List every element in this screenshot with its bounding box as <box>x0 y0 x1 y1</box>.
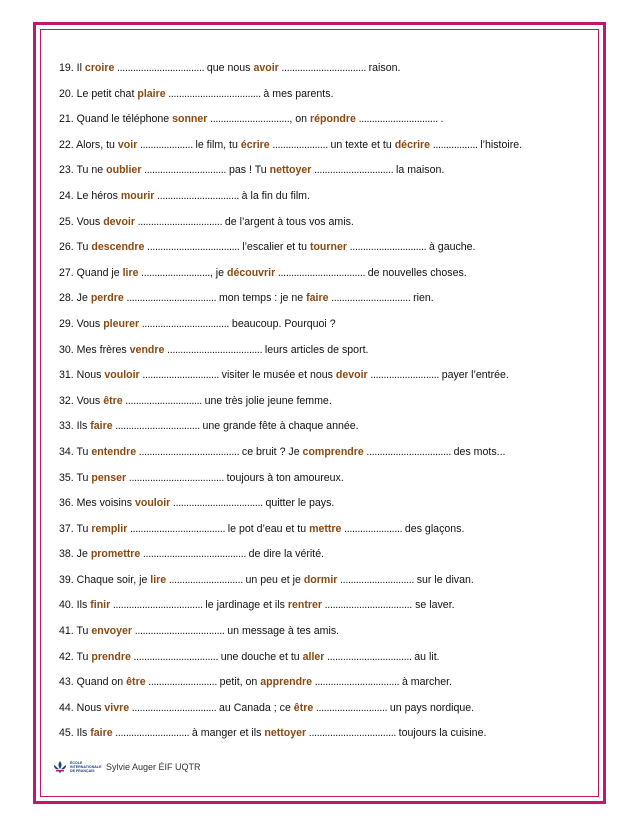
exercise-text: 42. Tu <box>59 650 92 663</box>
exercise-line <box>59 158 589 184</box>
answer-blank: ................................. <box>275 266 368 279</box>
exercise-line <box>59 568 589 594</box>
answer-blank: ............................ <box>337 573 417 586</box>
exercise-text: . se laver. <box>409 599 455 612</box>
exercise-text: une douche et tu <box>220 650 303 663</box>
exercise-line <box>59 645 589 671</box>
verb-infinitive: aller <box>302 650 325 663</box>
answer-blank: .............................. <box>207 113 290 126</box>
answer-blank: ............................. <box>122 394 205 407</box>
exercise-text: beaucoup. Pourquoi ? <box>228 317 336 330</box>
exercise-text: 19. Il <box>59 62 85 74</box>
answer-blank: .................................... <box>127 522 228 535</box>
exercise-text: 24. Le héros <box>59 189 121 202</box>
exercise-text: 41. Tu <box>59 625 92 638</box>
exercise-text: un peu et je <box>245 573 304 586</box>
exercise-text: 32. Vous <box>59 394 104 407</box>
footer <box>52 758 201 776</box>
exercise-text: 34. Tu <box>59 445 92 458</box>
exercise-line <box>59 210 589 236</box>
exercise-line <box>59 440 589 466</box>
exercise-text: payer l’entrée. <box>441 369 509 382</box>
answer-blank: ............................... <box>141 164 227 177</box>
exercise-line <box>59 338 589 364</box>
exercise-text: une grande fête à chaque année. <box>202 420 359 433</box>
verb-infinitive: lire <box>150 573 167 586</box>
exercise-text: l’histoire. <box>480 138 523 151</box>
exercise-text: 44. Nous <box>59 701 105 714</box>
exercise-text: 23. Tu ne <box>59 164 107 177</box>
verb-infinitive: découvrir <box>226 266 276 279</box>
exercise-text: rien. <box>413 292 434 305</box>
exercise-line <box>59 133 589 159</box>
answer-blank: ................................ <box>129 701 219 714</box>
verb-infinitive: devoir <box>335 369 368 382</box>
exercise-text: ce bruit ? Je <box>241 445 303 458</box>
verb-infinitive: dormir <box>303 573 338 586</box>
answer-blank: .................................. <box>123 292 219 305</box>
exercise-line <box>59 286 589 312</box>
exercise-line <box>59 235 589 261</box>
exercise-text: de dire la vérité. <box>248 548 325 561</box>
author-credit: Sylvie Auger ÉIF UQTR <box>106 762 201 772</box>
verb-infinitive: pleurer <box>103 317 140 330</box>
verb-infinitive: apprendre <box>260 676 313 689</box>
verb-infinitive: décrire <box>394 138 431 151</box>
exercise-text: 26. Tu <box>59 241 92 254</box>
verb-infinitive: mourir <box>120 189 155 202</box>
exercise-text: toujours à ton amoureux. <box>226 471 344 484</box>
exercise-text: quitter le pays. <box>265 497 335 510</box>
exercise-text: à manger et ils <box>191 727 265 740</box>
exercise-text: des mots... <box>453 445 506 458</box>
answer-blank: ............................. <box>139 369 222 382</box>
exercise-text: 25. Vous <box>59 215 104 228</box>
exercise-line <box>59 696 589 722</box>
exercise-text: le jardinage et ils <box>205 599 288 612</box>
answer-blank: .................................... <box>164 343 265 356</box>
answer-blank: ................................... <box>144 241 243 254</box>
exercise-text: 37. Tu <box>59 522 92 535</box>
exercise-text: pas ! Tu <box>226 164 270 177</box>
exercise-text: à gauche. <box>428 241 476 254</box>
exercise-text: un pays nordique. <box>389 701 475 714</box>
verb-infinitive: voir <box>117 138 138 151</box>
exercise-text: des glaçons. <box>404 522 465 535</box>
exercise-text: au lit. <box>414 650 440 663</box>
exercise-line <box>59 721 589 747</box>
answer-blank: .................................. <box>170 497 266 510</box>
verb-infinitive: vendre <box>129 343 165 356</box>
verb-infinitive: vouloir <box>134 497 171 510</box>
exercise-text: une très jolie jeune femme. <box>204 394 332 407</box>
answer-blank: .............................. <box>328 292 414 305</box>
exercise-line <box>59 184 589 210</box>
answer-blank: ..................... <box>269 138 331 151</box>
answer-blank: ....................................... <box>140 548 249 561</box>
answer-blank: ...................................... <box>136 445 242 458</box>
answer-blank: ................................ <box>324 650 415 663</box>
exercise-line <box>59 389 589 415</box>
answer-blank: ............................ <box>166 573 246 586</box>
exercise-text: mon temps : je ne <box>218 292 307 305</box>
exercise-line <box>59 491 589 517</box>
fleur-de-lis-icon <box>52 760 68 774</box>
verb-infinitive: finir <box>90 599 111 612</box>
exercise-text: au Canada ; ce <box>218 701 294 714</box>
exercise-line <box>59 670 589 696</box>
exercise-line <box>59 619 589 645</box>
exercise-line <box>59 542 589 568</box>
verb-infinitive: nettoyer <box>269 164 312 177</box>
exercise-text: , je <box>209 266 227 279</box>
exercise-text: 30. Mes frères <box>59 343 130 356</box>
verb-infinitive: vouloir <box>104 369 140 382</box>
logo-text: ÉCOLE INTERNATIONALE DE FRANÇAIS <box>70 761 102 773</box>
verb-infinitive: faire <box>90 727 113 740</box>
exercise-text: 39. Chaque soir, je <box>59 573 151 586</box>
answer-blank: .................................. <box>110 599 206 612</box>
exercise-text: à la fin du film. <box>241 189 310 202</box>
exercise-line <box>59 82 589 108</box>
exercise-text: visiter le musée et nous <box>221 369 336 382</box>
verb-infinitive: tourner <box>309 241 348 254</box>
verb-infinitive: écrire <box>240 138 270 151</box>
verb-infinitive: vivre <box>104 701 130 714</box>
exercise-text: leurs articles de sport. <box>264 343 369 356</box>
answer-blank: ................................ <box>312 676 402 689</box>
answer-blank: .......................... <box>138 266 210 279</box>
verb-infinitive: nettoyer <box>264 727 307 740</box>
verb-infinitive: promettre <box>90 548 141 561</box>
answer-blank: ............................ <box>112 727 192 740</box>
exercise-text: raison. <box>368 62 401 74</box>
verb-infinitive: prendre <box>91 650 131 663</box>
exercise-text: toujours la cuisine. <box>398 727 487 740</box>
verb-infinitive: être <box>126 676 146 689</box>
exercise-text: 22. Alors, tu <box>59 138 118 151</box>
verb-infinitive: descendre <box>91 241 145 254</box>
answer-blank: ................................ <box>134 215 225 228</box>
exercise-text: 35. Tu <box>59 471 92 484</box>
exercise-text: . <box>440 113 444 126</box>
answer-blank: ................. <box>430 138 481 151</box>
exercise-text: 33. Ils <box>59 420 91 433</box>
exercise-text: l’escalier et tu <box>242 241 310 254</box>
exercise-text: 29. Vous <box>59 317 104 330</box>
exercise-text: un message à tes amis. <box>227 625 340 638</box>
exercise-line <box>59 363 589 389</box>
verb-infinitive: rentrer <box>287 599 323 612</box>
verb-infinitive: sonner <box>172 113 208 126</box>
exercise-text: que nous <box>206 62 254 74</box>
exercise-line <box>59 593 589 619</box>
verb-infinitive: faire <box>90 420 113 433</box>
exercise-line <box>59 466 589 492</box>
verb-infinitive: mettre <box>309 522 342 535</box>
answer-blank: ............................... <box>154 189 242 202</box>
answer-blank: .......................... <box>145 676 220 689</box>
verb-infinitive: répondre <box>310 113 356 126</box>
answer-blank: ................................ <box>112 420 203 433</box>
answer-blank: ................................. <box>114 62 207 74</box>
exercise-text: le pot d’eau et tu <box>227 522 310 535</box>
exercise-text: 45. Ils <box>59 727 91 740</box>
verb-infinitive: penser <box>91 471 127 484</box>
verb-infinitive: devoir <box>103 215 135 228</box>
verb-infinitive: plaire <box>137 87 166 100</box>
answer-blank: .............................. <box>311 164 397 177</box>
exercise-text: 38. Je <box>59 548 91 561</box>
exercise-line <box>59 107 589 133</box>
exercise-text: petit, on <box>219 676 261 689</box>
exercise-text: 27. Quand je <box>59 266 123 279</box>
answer-blank: .............................. <box>355 113 441 126</box>
exercise-text: de l’argent à tous vos amis. <box>224 215 354 228</box>
answer-blank: ................................. <box>306 727 399 740</box>
exercise-text: la maison. <box>396 164 445 177</box>
answer-blank: ...................... <box>341 522 405 535</box>
exercise-text: , on <box>289 113 310 126</box>
answer-blank: ................................ <box>130 650 221 663</box>
verb-infinitive: lire <box>122 266 139 279</box>
school-logo <box>52 760 102 774</box>
answer-blank: .......................... <box>367 369 442 382</box>
answer-blank: ................................... <box>165 87 264 100</box>
exercise-text: 36. Mes voisins <box>59 497 135 510</box>
answer-blank: ................................ <box>278 62 369 74</box>
answer-blank: .................................... <box>126 471 227 484</box>
exercise-text: 40. Ils <box>59 599 91 612</box>
exercise-text: 28. Je <box>59 292 91 305</box>
exercise-line <box>59 517 589 543</box>
verb-infinitive: envoyer <box>91 625 133 638</box>
answer-blank: ................................ <box>322 599 410 612</box>
verb-infinitive: oublier <box>106 164 142 177</box>
exercise-line <box>59 312 589 338</box>
verb-infinitive: faire <box>306 292 329 305</box>
verb-infinitive: perdre <box>90 292 124 305</box>
verb-infinitive: croire <box>84 62 115 74</box>
exercise-text: de nouvelles choses. <box>367 266 467 279</box>
exercise-text: 20. Le petit chat <box>59 87 138 100</box>
answer-blank: .................... <box>137 138 196 151</box>
exercise-text: 31. Nous <box>59 369 105 382</box>
exercise-text: à marcher. <box>401 676 452 689</box>
answer-blank: .................................. <box>132 625 228 638</box>
verb-infinitive: comprendre <box>302 445 364 458</box>
exercise-text: un texte et tu <box>330 138 395 151</box>
exercise-text: 21. Quand le téléphone <box>59 113 173 126</box>
verb-infinitive: entendre <box>91 445 137 458</box>
exercise-text: à mes parents. <box>263 87 334 100</box>
answer-blank: ................................ <box>363 445 454 458</box>
verb-infinitive: remplir <box>91 522 128 535</box>
exercise-text: le film, tu <box>195 138 241 151</box>
exercise-line <box>59 261 589 287</box>
exercise-text: 43. Quand on <box>59 676 127 689</box>
exercise-text: sur le divan. <box>416 573 474 586</box>
exercise-line <box>59 414 589 440</box>
verb-infinitive: avoir <box>253 62 279 74</box>
answer-blank: ........................... <box>313 701 390 714</box>
answer-blank: ................................. <box>139 317 229 330</box>
verb-infinitive: être <box>293 701 314 714</box>
answer-blank: ............................. <box>347 241 429 254</box>
verb-infinitive: être <box>103 394 123 407</box>
exercise-list <box>59 56 589 747</box>
exercise-line <box>59 56 589 82</box>
